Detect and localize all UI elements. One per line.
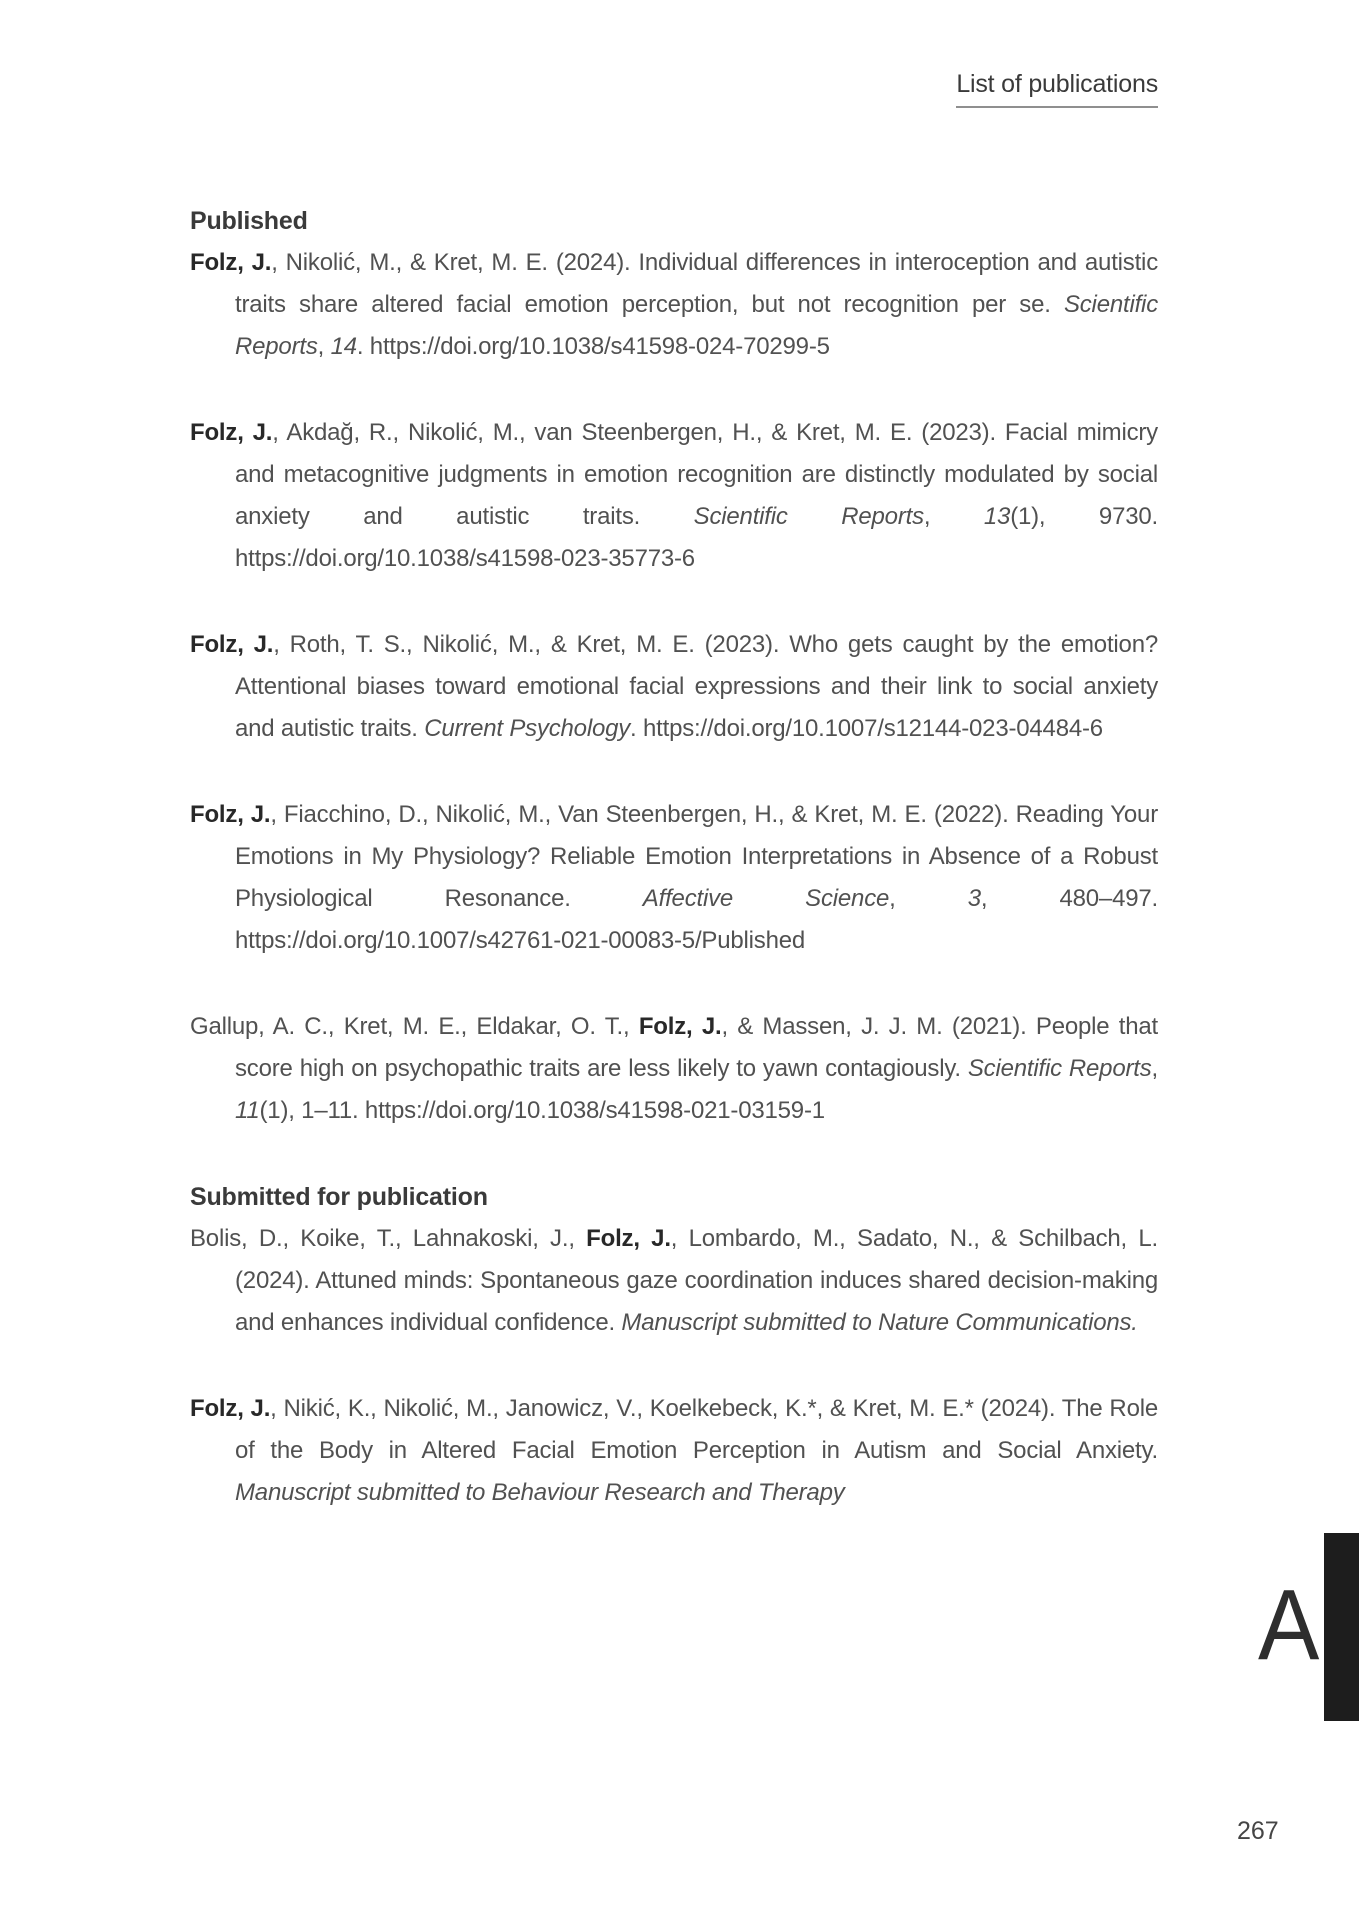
reference-text: . https://doi.org/10.1007/s12144-023-04484-6 xyxy=(630,715,1103,742)
section-heading: Published xyxy=(190,207,308,235)
page-header xyxy=(956,70,1158,108)
reference-text: , Akdağ, R., Nikolić, M., van Steenbergen, H., & Kret, M. E. (2023). Facial mimicry and metacognitive judgments in emotion recognition are distinctly modulated by social anxiety and autistic traits. xyxy=(235,419,1158,530)
journal-name: 11 xyxy=(235,1097,260,1124)
reference-text: , Roth, T. S., Nikolić, M., & Kret, M. E. (2023). Who gets caught by the emotion? Attentional biases toward emotional facial expressions and their link to social anxiety and autistic traits. xyxy=(235,631,1158,742)
reference-text: , 480–497. https://doi.org/10.1007/s42761-021-00083-5/Published xyxy=(235,885,1158,954)
author-highlight: Folz, J. xyxy=(638,1013,722,1040)
page-number: 267 xyxy=(1237,1817,1279,1845)
appendix-tab-marker xyxy=(1324,1533,1359,1721)
journal-name: Manuscript submitted to Nature Communications. xyxy=(621,1309,1138,1336)
author-highlight: Folz, J. xyxy=(190,249,272,276)
journal-name: 3 xyxy=(967,885,981,912)
reference-text: Bolis, D., Koike, T., Lahnakoski, J., xyxy=(190,1225,587,1252)
reference-text: Gallup, A. C., Kret, M. E., Eldakar, O. T., xyxy=(190,1013,639,1040)
journal-name: Current Psychology xyxy=(424,715,631,742)
header-title: List of publications xyxy=(956,70,1158,108)
reference-text: , & Massen, J. J. M. (2021). People that score high on psychopathic traits are less likely to yawn contagiously. xyxy=(235,1013,1158,1082)
journal-name: Affective Science xyxy=(642,885,890,912)
journal-name: Scientific Reports xyxy=(967,1055,1152,1082)
reference-text: , xyxy=(889,885,968,912)
author-highlight: Folz, J. xyxy=(190,1395,271,1422)
reference-entry xyxy=(190,794,1158,962)
journal-name: 13 xyxy=(983,503,1011,530)
reference-text: (1), 9730. https://doi.org/10.1038/s41598-023-35773-6 xyxy=(235,503,1158,572)
author-highlight: Folz, J. xyxy=(190,419,273,446)
author-highlight: Folz, J. xyxy=(190,631,274,658)
reference-text: , xyxy=(923,503,984,530)
author-highlight: Folz, J. xyxy=(190,801,271,828)
reference-text: , Lombardo, M., Sadato, N., & Schilbach, L. (2024). Attuned minds: Spontaneous gaze coordination induces shared decision-making and enhances individual confidence. xyxy=(235,1225,1159,1336)
reference-text: , Nikolić, M., & Kret, M. E. (2024). Individual differences in interoception and autistic traits share altered facial emotion perception, but not recognition per se. xyxy=(235,249,1158,318)
journal-name: Scientific Reports xyxy=(235,291,1158,360)
reference-entry xyxy=(190,1006,1158,1132)
section-heading: Submitted for publication xyxy=(190,1183,488,1211)
reference-text: , Nikić, K., Nikolić, M., Janowicz, V., Koelkebeck, K.*, & Kret, M. E.* (2024). The Role of the Body in Altered Facial Emotion Perception in Autism and Social Anxiety. xyxy=(235,1395,1158,1464)
publication-section xyxy=(190,1176,1158,1514)
reference-text: . https://doi.org/10.1038/s41598-024-70299-5 xyxy=(356,333,830,360)
appendix-letter: A xyxy=(1258,1569,1320,1681)
journal-name: Manuscript submitted to Behaviour Research and Therapy xyxy=(235,1479,845,1506)
journal-name: 14 xyxy=(330,333,357,360)
reference-entry xyxy=(190,1218,1158,1344)
reference-entry xyxy=(190,624,1158,750)
publications-list xyxy=(190,200,1158,1558)
reference-text: , xyxy=(317,333,331,360)
journal-name: Scientific Reports xyxy=(693,503,924,530)
author-highlight: Folz, J. xyxy=(586,1225,671,1252)
reference-entry xyxy=(190,412,1158,580)
reference-entry xyxy=(190,1388,1158,1514)
reference-text: , xyxy=(1151,1055,1159,1082)
reference-text: (1), 1–11. https://doi.org/10.1038/s41598-021-03159-1 xyxy=(259,1097,825,1124)
reference-entry xyxy=(190,242,1158,368)
reference-text: , Fiacchino, D., Nikolić, M., Van Steenbergen, H., & Kret, M. E. (2022). Reading Your Emotions in My Physiology? Reliable Emotion Interpretations in Absence of a Robust Physiological Resonance. xyxy=(235,801,1158,912)
publication-section xyxy=(190,200,1158,1132)
